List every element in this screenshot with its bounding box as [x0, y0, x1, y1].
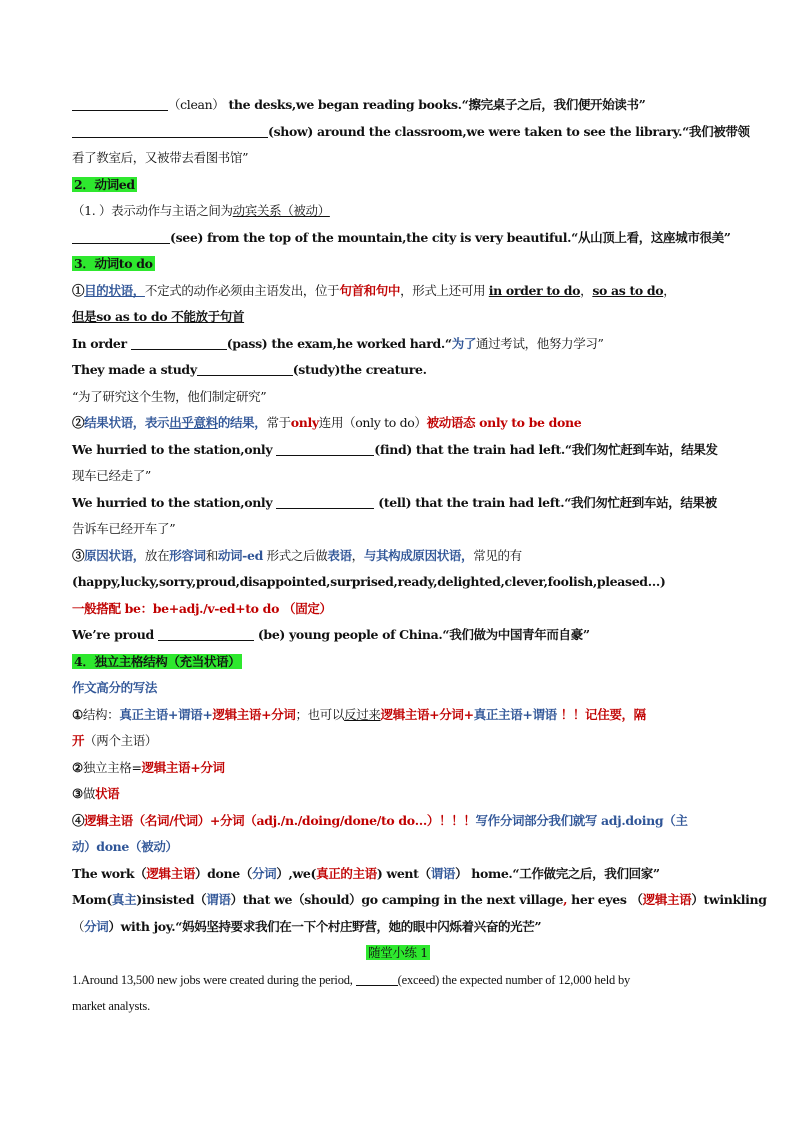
line-show-cont: 看了教室后，又被带去看图书馆”	[72, 150, 249, 165]
answer-blank[interactable]	[131, 335, 227, 350]
line-find: We hurried to the station,only (find) that the train had left.“我们匆忙赶到车站，结果发	[72, 441, 718, 457]
line-purpose: ①目的状语，不定式的动作必须由主语发出，位于句首和句中，形式上还可用 in order to do，so as to do，	[72, 282, 676, 298]
line-structure: ①结构：真正主语+谓语+逻辑主语+分词；也可以反过来逻辑主语+分词+真正主语+谓语 ！！记住要，隔	[72, 706, 646, 722]
line-in-order: In order (pass) the exam,he worked hard.“为了通过考试，他努力学习”	[72, 335, 604, 351]
answer-blank[interactable]	[158, 626, 254, 641]
line-ed-def: （1. ）表示动作与主语之间为动宾关系（被动）	[72, 203, 330, 218]
line-formula: ④逻辑主语（名词/代词）+分词（adj./n./doing/done/to do…）！！！写作分词部分我们就写 adj.doing（主	[72, 812, 688, 828]
line-result: ②结果状语，表示出乎意料的结果，常于only连用（only to do）被动语态 only to be done	[72, 415, 582, 430]
answer-blank[interactable]	[72, 229, 170, 244]
question-1: 1.Around 13,500 new jobs were created during the period, (exceed) the expected number of 12,000 held by	[72, 972, 631, 987]
answer-blank[interactable]	[72, 123, 268, 138]
line-show: (show) around the classroom,we were taken to see the library.“我们被带领	[72, 119, 724, 146]
line-absolute: ②独立主格=逻辑主语+分词	[72, 759, 225, 775]
line-tell: We hurried to the station,only (tell) that the train had left.“我们匆忙赶到车站，结果被	[72, 494, 717, 510]
line-example-mom-cont: （分词）with joy.“妈妈坚持要求我们在一下个村庄野营，她的眼中闪烁着兴奋的光芒”	[72, 918, 542, 934]
line-writing-tip: 作文高分的写法	[72, 680, 158, 695]
line-purpose-cont: 但是so as to do 不能放于句首	[72, 309, 245, 324]
line-proud: We’re proud (be) young people of China.“我们做为中国青年而自豪”	[72, 627, 590, 642]
heading-3: 3．动词to do	[74, 256, 153, 271]
answer-blank[interactable]	[276, 494, 374, 509]
answer-blank[interactable]	[276, 441, 374, 456]
line-structure-cont: 开（两个主语）	[72, 733, 158, 748]
practice-heading: 随堂小练 1	[368, 945, 428, 960]
line-example-mom: Mom(真主)insisted（谓语）that we（should）go camping in the next village, her eyes （逻辑主语）twinkling	[72, 892, 767, 907]
line-adjectives: (happy,lucky,sorry,proud,disappointed,surprised,ready,delighted,clever,foolish,pleased…)	[72, 574, 666, 589]
answer-blank[interactable]	[356, 971, 398, 986]
line-tell-cont: 告诉车已经开车了”	[72, 521, 176, 536]
line-find-cont: 现车已经走了”	[72, 468, 151, 483]
line-study: They made a study (study)the creature.	[72, 362, 427, 377]
line-formula-cont: 动）done（被动）	[72, 839, 178, 854]
line-collocation: 一般搭配 be：be+adj./v-ed+to do （固定）	[72, 600, 332, 616]
line-see: (see) from the top of the mountain,the city is very beautiful.“从山顶上看，这座城市很美”	[72, 225, 724, 252]
line-cause: ③原因状语，放在形容词和动词-ed 形式之后做表语，与其构成原因状语，常见的有	[72, 547, 522, 563]
answer-blank[interactable]	[197, 361, 293, 376]
question-1-cont: market analysts.	[72, 999, 151, 1013]
heading-4: 4．独立主格结构（充当状语）	[74, 653, 241, 669]
line-example-work: The work（逻辑主语）done（分词）,we(真正的主语) went（谓语） home.“工作做完之后，我们回家”	[72, 865, 660, 881]
answer-blank[interactable]	[72, 96, 168, 111]
line-adverbial: ③做状语	[72, 786, 120, 801]
document-page	[72, 92, 767, 1020]
heading-2: 2．动词ed	[74, 176, 135, 192]
line-clean: （clean） the desks,we began reading books.“擦完桌子之后，我们便开始读书”	[72, 92, 724, 119]
line-study-cn: “为了研究这个生物，他们制定研究”	[72, 388, 267, 404]
